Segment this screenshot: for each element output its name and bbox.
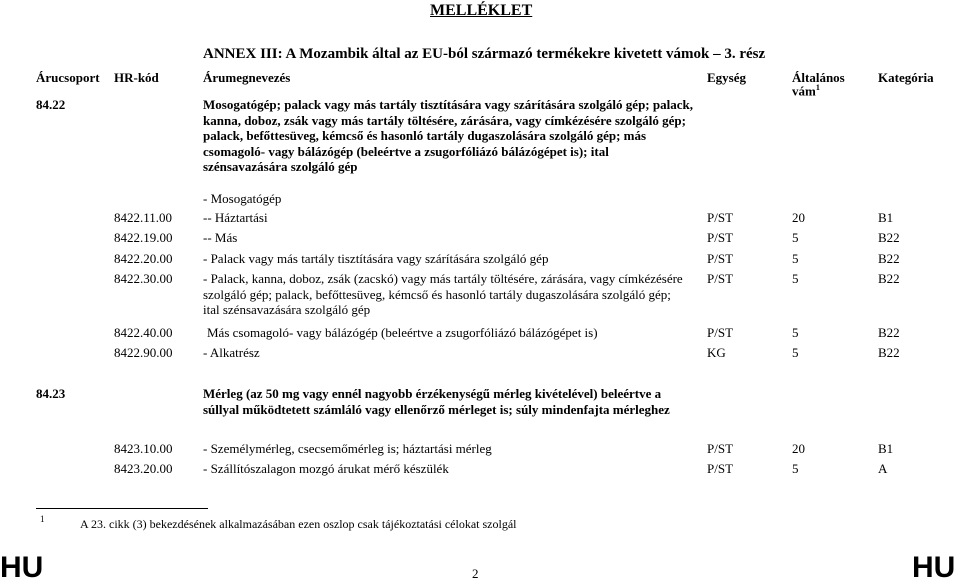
hr-code: 8422.90.00 bbox=[114, 345, 173, 360]
duty: 5 bbox=[792, 230, 799, 245]
header-product-name: Árumegnevezés bbox=[203, 70, 291, 85]
footnote-mark: 1 bbox=[40, 514, 45, 524]
group-code-8423: 84.23 bbox=[36, 386, 66, 401]
unit: KG bbox=[707, 345, 726, 360]
annex-subtitle: ANNEX III: A Mozambik által az EU-ból származó termékekre kivetett vámok – 3. rész bbox=[203, 46, 766, 62]
product-name: Más csomagoló- vagy bálázógép (beleértve a zsugorfóliázó bálázógépet is) bbox=[207, 325, 598, 340]
product-name: -- Háztartási bbox=[203, 210, 268, 225]
category: B1 bbox=[878, 441, 894, 456]
footer-language-right: HU bbox=[912, 551, 956, 584]
product-name: - Alkatrész bbox=[203, 345, 260, 360]
unit: P/ST bbox=[707, 271, 734, 286]
category: A bbox=[878, 461, 888, 476]
duty: 5 bbox=[792, 271, 799, 286]
category: B22 bbox=[878, 345, 900, 360]
product-name: - Palack vagy más tartály tisztítására vagy szárítására szolgáló gép bbox=[203, 251, 549, 266]
unit: P/ST bbox=[707, 461, 734, 476]
hr-code: 8423.10.00 bbox=[114, 441, 173, 456]
duty: 5 bbox=[792, 461, 799, 476]
unit: P/ST bbox=[707, 230, 734, 245]
product-name: -- Más bbox=[203, 230, 238, 245]
page-title: MELLÉKLET bbox=[430, 2, 533, 19]
hr-code: 8422.40.00 bbox=[114, 325, 173, 340]
unit: P/ST bbox=[707, 251, 734, 266]
footnote-ref: 1 bbox=[815, 83, 820, 92]
duty: 20 bbox=[792, 210, 805, 225]
unit: P/ST bbox=[707, 441, 734, 456]
hr-code: 8422.11.00 bbox=[114, 210, 173, 225]
header-category: Kategória bbox=[878, 70, 934, 85]
duty: 20 bbox=[792, 441, 805, 456]
group-desc-8423: Mérleg (az 50 mg vagy ennél nagyobb érzékenységű mérleg kivételével) beleértve a súllyal működtetett számláló vagy ellenőrző mérleget is; súly mindenfajta mérleghez bbox=[203, 386, 670, 417]
product-name: - Személymérleg, csecsemőmérleg is; háztartási mérleg bbox=[203, 441, 492, 456]
category: B22 bbox=[878, 271, 900, 286]
header-duty-line2: vám$^1$ bbox=[792, 83, 820, 99]
duty: 5 bbox=[792, 251, 799, 266]
category: B22 bbox=[878, 230, 900, 245]
hr-code: 8422.20.00 bbox=[114, 251, 173, 266]
category: B1 bbox=[878, 210, 894, 225]
header-hr-code: HR-kód bbox=[114, 70, 159, 85]
group-desc-8422: Mosogatógép; palack vagy más tartály tisztítására vagy szárítására szolgáló gép; palack, kanna, doboz, zsák vagy más tartály töltésére, zárására, vagy címkézésére szolgáló gép; palack, befőttesüveg, kémcső és hasonló tartály dugaszolására szolgáló gép; más csomagoló- vagy bálázógép (beleértve a zsugorfóliázó bálázógépet is); ital szénsavazására szolgáló gép bbox=[203, 97, 693, 174]
hr-code: 8422.19.00 bbox=[114, 230, 173, 245]
header-duty-line1: Általános bbox=[792, 70, 845, 85]
footnote-text: A 23. cikk (3) bekezdésének alkalmazásában ezen oszlop csak tájékoztatási célokat szolgál bbox=[80, 517, 517, 531]
footer-language-left: HU bbox=[0, 551, 44, 584]
hr-code: 8423.20.00 bbox=[114, 461, 173, 476]
group-code-8422: 84.22 bbox=[36, 97, 66, 112]
category: B22 bbox=[878, 251, 900, 266]
duty: 5 bbox=[792, 345, 799, 360]
header-group: Árucsoport bbox=[36, 70, 100, 85]
subheading: - Mosogatógép bbox=[203, 191, 282, 206]
footnote-separator bbox=[36, 508, 208, 509]
duty: 5 bbox=[792, 325, 799, 340]
hr-code: 8422.30.00 bbox=[114, 271, 173, 286]
header-unit: Egység bbox=[707, 70, 746, 85]
page-number: 2 bbox=[472, 566, 479, 581]
unit: P/ST bbox=[707, 210, 734, 225]
unit: P/ST bbox=[707, 325, 734, 340]
product-name: - Szállítószalagon mozgó árukat mérő készülék bbox=[203, 461, 449, 476]
category: B22 bbox=[878, 325, 900, 340]
product-name: - Palack, kanna, doboz, zsák (zacskó) vagy más tartály töltésére, zárására, vagy címkézésére szolgáló gép; palack, befőttesüveg, kémcső és hasonló tartály dugaszolására szolgáló gép; ital szénsavazására szolgáló gép bbox=[203, 271, 683, 317]
